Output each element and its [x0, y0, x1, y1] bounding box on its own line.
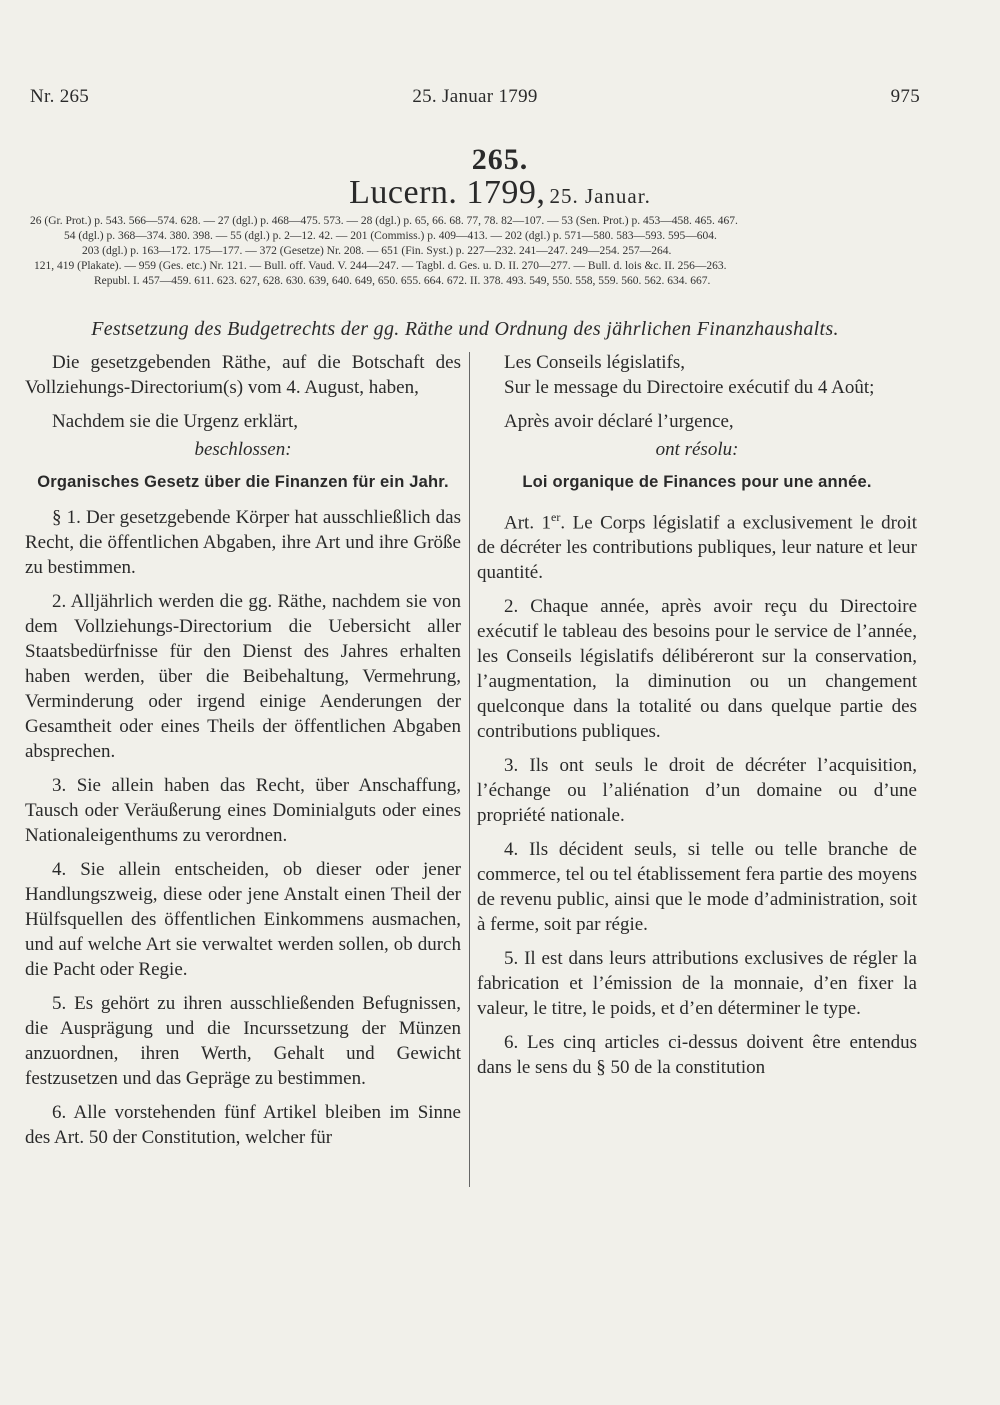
- source-references: [30, 214, 915, 289]
- place-year: Lucern. 1799,: [349, 174, 546, 211]
- date-header: 25. Januar 1799: [412, 86, 538, 107]
- document-number-header: Nr. 265: [30, 86, 90, 107]
- french-article: 2. Chaque année, après avoir reçu du Directoire exécutif le tableau des besoins pour le service de l’année, les Conseils législatifs délibéreront sur la conservation, l’augmentation, la diminution ou un changement quelconque dans la totalité ou dans quelque partie des contributions publiques.: [477, 596, 917, 743]
- french-article: 4. Ils décident seuls, si telle ou telle branche de commerce, tel ou tel établissement fera partie des moyens de revenu public, ainsi que le mode d’administration, soit à ferme, soit par régie.: [477, 839, 917, 936]
- document-number: 265.: [471, 143, 529, 176]
- german-article: 3. Sie allein haben das Recht, über Anschaffung, Tausch oder Veräußerung eines Dominialguts oder eines Nationaleigenthums zu verordnen.: [25, 775, 461, 846]
- reference-line: 203 (dgl.) p. 163—172. 175—177. — 372 (Gesetze) Nr. 208. — 651 (Fin. Syst.) p. 227—232. 241—247. 249—254. 257—264.: [82, 245, 672, 257]
- article-label: Art. 1: [504, 512, 552, 534]
- german-article: 2. Alljährlich werden die gg. Räthe, nachdem sie von dem Vollziehungs-Directorium die Uebersicht aller Staatsbedürfnisse für den Dienst des Jahres erhalten haben werden, über die Beibehaltung, Vermehrung, Verminderung oder irgend einige Aenderungen der Gesamtheit oder eines Theils der öffentlichen Abgaben absprechen.: [25, 591, 461, 762]
- french-article: 5. Il est dans leurs attributions exclusives de régler la fabrication et l’émission de la monnaie, d’en fixer la valeur, le titre, le poids, et d’en déterminer le type.: [477, 948, 917, 1020]
- reference-line: 26 (Gr. Prot.) p. 543. 566—574. 628. — 27 (dgl.) p. 468—475. 573. — 28 (dgl.) p. 65, 66. 68. 77, 78. 82—107. — 53 (Sen. Prot.) p. 453—458. 465. 467.: [30, 215, 738, 227]
- article-text: . Le Corps législatif a exclusivement le droit de décréter les contributions publiques, leur nature et leur quantité.: [477, 512, 918, 584]
- german-article: 6. Alle vorstehenden fünf Artikel bleiben im Sinne des Art. 50 der Constitution, welcher für: [25, 1102, 461, 1148]
- french-article: 3. Ils ont seuls le droit de décréter l’acquisition, l’échange ou l’aliénation d’un domaine ou d’une propriété nationale.: [477, 755, 917, 827]
- column-divider: [469, 352, 470, 1187]
- french-column: [477, 350, 917, 1080]
- french-article-1: [477, 505, 917, 585]
- document-date: 25. Januar.: [549, 184, 651, 208]
- french-intro: Les Conseils législatifs,: [504, 352, 686, 373]
- german-article: 5. Es gehört zu ihren ausschließenden Befugnissen, die Ausprägung und die Incurssetzung der Münzen anzuordnen, ihren Werth, Gehalt und Gewicht festzusetzen und das Gepräge zu bestimmen.: [25, 993, 461, 1089]
- french-message: Sur le message du Directoire exécutif du 4 Août;: [504, 377, 875, 398]
- german-column: [25, 350, 461, 1150]
- german-resolved: beschlossen:: [194, 439, 292, 460]
- page-number: 975: [890, 86, 920, 107]
- reference-line: 54 (dgl.) p. 368—374. 380. 398. — 55 (dgl.) p. 2—12. 42. — 201 (Commiss.) p. 409—413. — 202 (dgl.) p. 571—580. 583—593. 595—604.: [64, 230, 717, 242]
- german-law-title: Organisches Gesetz über die Finanzen für ein Jahr.: [37, 473, 449, 491]
- reference-line: Republ. I. 457—459. 611. 623. 627, 628. 630. 639, 640. 649, 650. 655. 664. 672. II. 378. 493. 549, 550. 558, 559. 560. 562. 634. 667.: [94, 275, 711, 287]
- reference-line: 121, 419 (Plakate). — 959 (Ges. etc.) Nr. 121. — Bull. off. Vaud. V. 244—247. — Tagbl. d. Ges. u. D. II. 270—277. — Bull. d. lois &c. II. 256—263.: [34, 260, 727, 272]
- french-law-title: Loi organique de Finances pour une année.: [522, 473, 872, 491]
- french-resolved: ont résolu:: [655, 439, 739, 460]
- french-article: 6. Les cinq articles ci-dessus doivent être entendus dans le sens du § 50 de la constitution: [477, 1032, 917, 1079]
- place-date-line: [0, 174, 1000, 212]
- article-superscript: er: [551, 510, 561, 524]
- french-urgency: Après avoir déclaré l’urgence,: [504, 411, 734, 432]
- german-urgency: Nachdem sie die Urgenz erklärt,: [52, 411, 299, 432]
- german-article: § 1. Der gesetzgebende Körper hat ausschließlich das Recht, die öffentlichen Abgaben, ihre Art und ihre Größe zu bestimmen.: [25, 507, 461, 578]
- german-intro: Die gesetzgebenden Räthe, auf die Botschaft des Vollziehungs-Directorium(s) vom 4. August, haben,: [25, 352, 461, 398]
- german-article: 4. Sie allein entscheiden, ob dieser oder jener Handlungszweig, diese oder jene Anstalt einen Theil der Hülfsquellen des öffentlichen Einkommens ausmachen, und auf welche Art sie verwaltet werden sollen, ob durch die Pacht oder Regie.: [25, 859, 461, 980]
- section-heading: Festsetzung des Budgetrechts der gg. Räthe und Ordnung des jährlichen Finanzhaushalts.: [91, 318, 839, 340]
